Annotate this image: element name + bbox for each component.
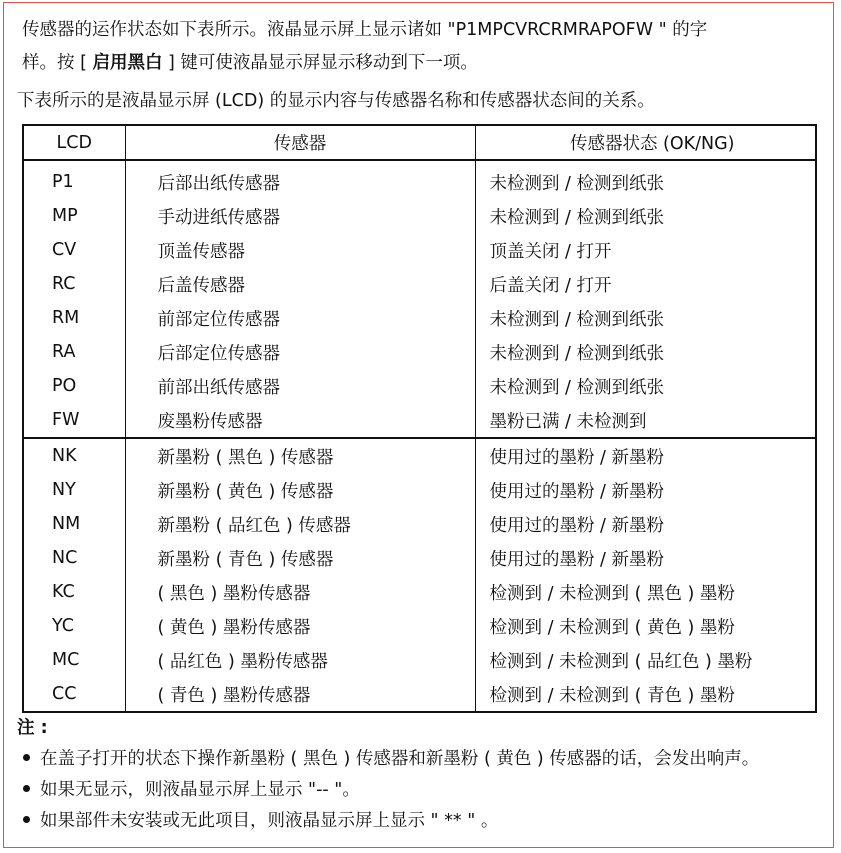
cell-sensor: 前部定位传感器 — [125, 301, 475, 335]
cell-lcd: MC — [23, 643, 125, 677]
table-row — [23, 473, 816, 507]
cell-status: 使用过的墨粉 / 新墨粉 — [489, 515, 665, 536]
cell-status: 后盖关闭 / 打开 — [489, 275, 612, 296]
table-row — [23, 438, 816, 473]
cell-lcd: CV — [23, 233, 125, 267]
cell-sensor: 顶盖传感器 — [125, 233, 475, 267]
table-row — [23, 335, 816, 369]
cell-status: 墨粉已满 / 未检测到 — [489, 411, 647, 432]
cell-lcd: P1 — [23, 160, 125, 199]
cell-lcd: MP — [23, 199, 125, 233]
cell-status: 检测到 / 未检测到 ( 品红色 ) 墨粉 — [489, 651, 753, 672]
cell-lcd: RC — [23, 267, 125, 301]
table-row — [23, 609, 816, 643]
table-row — [23, 507, 816, 541]
note-text: 在盖子打开的状态下操作新墨粉 ( 黑色 ) 传感器和新墨粉 ( 黄色 ) 传感器的话，会发出响声。 — [40, 749, 760, 769]
cell-lcd: NY — [23, 473, 125, 507]
cell-sensor: ( 黑色 ) 墨粉传感器 — [125, 575, 475, 609]
note-text: 如果无显示，则液晶显示屏上显示 "-- "。 — [40, 780, 360, 800]
table-intro: 下表所示的是液晶显示屏 (LCD) 的显示内容与传感器名称和传感器状态间的关系。 — [17, 91, 655, 111]
intro-line-2 — [22, 47, 822, 80]
cell-sensor: ( 青色 ) 墨粉传感器 — [125, 677, 475, 712]
cell-status: 使用过的墨粉 / 新墨粉 — [489, 481, 665, 502]
table-row — [23, 643, 816, 677]
header-sensor: 传感器 — [125, 125, 475, 160]
bullet-icon — [23, 816, 30, 823]
cell-lcd: NM — [23, 507, 125, 541]
cell-sensor: 前部出纸传感器 — [125, 369, 475, 403]
cell-lcd: FW — [23, 403, 125, 438]
intro-line-2-post: ] 键可使液晶显示屏显示移动到下一项。 — [162, 53, 478, 73]
cell-sensor: ( 黄色 ) 墨粉传感器 — [125, 609, 475, 643]
table-row — [23, 160, 816, 199]
cell-status: 检测到 / 未检测到 ( 黄色 ) 墨粉 — [489, 617, 735, 638]
notes-title: 注 : — [17, 718, 48, 738]
cell-sensor: 后盖传感器 — [125, 267, 475, 301]
table-header-row — [23, 125, 816, 160]
cell-status: 使用过的墨粉 / 新墨粉 — [475, 438, 816, 473]
table-row — [23, 233, 816, 267]
cell-status: 检测到 / 未检测到 ( 青色 ) 墨粉 — [489, 685, 735, 706]
cell-lcd: KC — [23, 575, 125, 609]
notes-list — [17, 744, 759, 837]
cell-lcd: PO — [23, 369, 125, 403]
table-row — [23, 369, 816, 403]
cell-lcd: RA — [23, 335, 125, 369]
note-text: 如果部件未安装或无此项目，则液晶显示屏上显示 " ** " 。 — [40, 811, 499, 831]
note-item — [17, 744, 759, 775]
cell-sensor: 后部定位传感器 — [125, 335, 475, 369]
cell-status: 使用过的墨粉 / 新墨粉 — [489, 549, 665, 570]
cell-lcd: CC — [23, 677, 125, 712]
cell-status: 顶盖关闭 / 打开 — [489, 241, 612, 262]
cell-sensor: 废墨粉传感器 — [125, 403, 475, 438]
cell-sensor: 手动进纸传感器 — [125, 199, 475, 233]
cell-lcd: NC — [23, 541, 125, 575]
header-status: 传感器状态 (OK/NG) — [475, 125, 816, 160]
intro-line-2-pre: 样。按 [ — [22, 53, 93, 73]
cell-lcd: YC — [23, 609, 125, 643]
table-row — [23, 403, 816, 438]
cell-status: 检测到 / 未检测到 ( 黑色 ) 墨粉 — [489, 583, 735, 604]
note-item — [17, 775, 759, 806]
header-lcd: LCD — [23, 125, 125, 160]
intro-paragraph — [22, 14, 822, 80]
table-row — [23, 199, 816, 233]
note-item — [17, 806, 759, 837]
table-row — [23, 541, 816, 575]
bullet-icon — [23, 785, 30, 792]
cell-sensor: 新墨粉 ( 品红色 ) 传感器 — [125, 507, 475, 541]
cell-status: 未检测到 / 检测到纸张 — [489, 309, 665, 330]
cell-sensor: ( 品红色 ) 墨粉传感器 — [125, 643, 475, 677]
sensor-table — [22, 124, 817, 713]
key-name: 启用黑白 — [92, 53, 163, 73]
table-row — [23, 301, 816, 335]
cell-sensor: 后部出纸传感器 — [125, 160, 475, 199]
cell-sensor: 新墨粉 ( 青色 ) 传感器 — [125, 541, 475, 575]
cell-status: 未检测到 / 检测到纸张 — [489, 343, 665, 364]
cell-sensor: 新墨粉 ( 黑色 ) 传感器 — [125, 438, 475, 473]
cell-status: 未检测到 / 检测到纸张 — [489, 207, 665, 228]
bullet-icon — [23, 754, 30, 761]
cell-status: 未检测到 / 检测到纸张 — [489, 173, 665, 194]
table-row — [23, 575, 816, 609]
cell-status: 未检测到 / 检测到纸张 — [489, 377, 665, 398]
intro-line-1: 传感器的运作状态如下表所示。液晶显示屏上显示诸如 "P1MPCVRCRMRAPOFW " 的字 — [22, 20, 708, 40]
table-row — [23, 267, 816, 301]
cell-sensor: 新墨粉 ( 黄色 ) 传感器 — [125, 473, 475, 507]
cell-lcd: RM — [23, 301, 125, 335]
cell-lcd: NK — [23, 438, 125, 473]
table-row — [23, 677, 816, 712]
